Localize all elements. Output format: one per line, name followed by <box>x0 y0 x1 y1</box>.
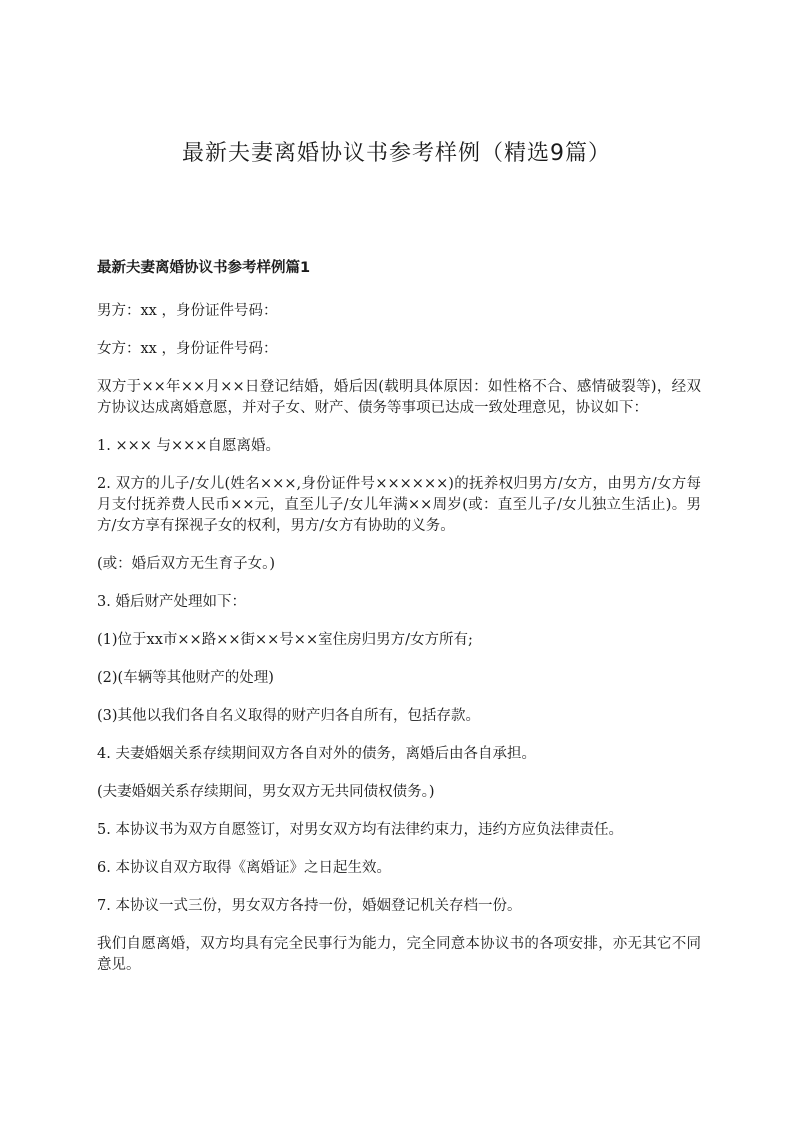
clause-2-alternative: (或：婚后双方无生育子女。) <box>97 556 276 572</box>
male-party-line: 男方：xx ，身份证件号码： <box>97 303 278 319</box>
female-party-line: 女方：xx ，身份证件号码： <box>97 341 278 357</box>
clause-7: 7. 本协议一式三份，男女双方各持一份，婚姻登记机关存档一份。 <box>97 898 522 914</box>
clause-3-item-2: (2)(车辆等其他财产的处理) <box>97 670 274 686</box>
clause-1: 1. ××× 与×××自愿离婚。 <box>97 438 280 454</box>
clause-2: 2. 双方的儿子/女儿(姓名×××,身份证件号××××××)的抚养权归男方/女方，由男方/女方每月支付抚养费人民币××元，直至儿子/女儿年满××周岁(或：直至儿子/女儿独立生活止)。男方/女方享有探视子女的权利，男方/女方有协助的义务。 <box>97 476 701 534</box>
clause-3: 3. 婚后财产处理如下： <box>97 594 246 610</box>
clause-4-alternative: (夫妻婚姻关系存续期间，男女双方无共同债权债务。) <box>97 784 435 800</box>
closing-statement: 我们自愿离婚，双方均具有完全民事行为能力，完全同意本协议书的各项安排，亦无其它不同意见。 <box>97 936 701 973</box>
clause-5: 5. 本协议书为双方自愿签订，对男女双方均有法律约束力，违约方应负法律责任。 <box>97 822 623 838</box>
clause-4: 4. 夫妻婚姻关系存续期间双方各自对外的债务，离婚后由各自承担。 <box>97 746 536 762</box>
document-body <box>97 257 701 993</box>
intro-paragraph: 双方于××年××月××日登记结婚，婚后因(载明具体原因：如性格不合、感情破裂等)，经双方协议达成离婚意愿，并对子女、财产、债务等事项已达成一致处理意见，协议如下： <box>97 379 701 416</box>
clause-3-item-3: (3)其他以我们各自名义取得的财产归各自所有，包括存款。 <box>97 708 481 724</box>
section-heading: 最新夫妻离婚协议书参考样例篇1 <box>97 260 311 276</box>
clause-6: 6. 本协议自双方取得《离婚证》之日起生效。 <box>97 860 391 876</box>
document-title: 最新夫妻离婚协议书参考样例（精选9篇） <box>182 141 611 166</box>
clause-3-item-1: (1)位于xx市××路××街××号××室住房归男方/女方所有; <box>97 632 473 648</box>
